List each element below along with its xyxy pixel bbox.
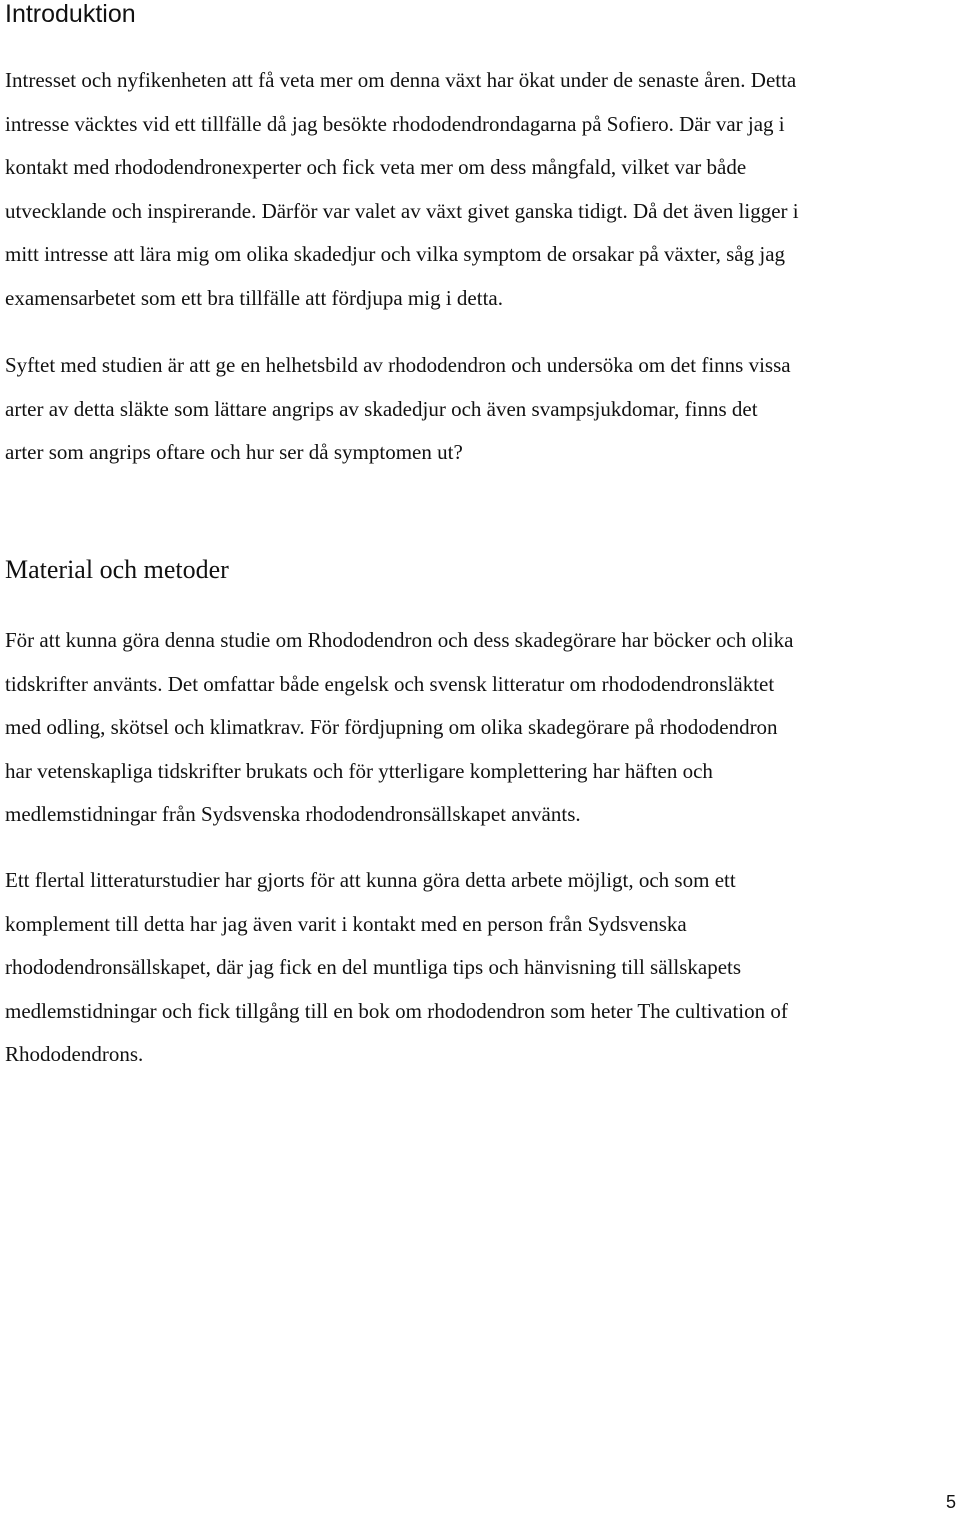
- methods-paragraph-2: [5, 859, 950, 1077]
- text-line: komplement till detta har jag även varit i kontakt med en person från Sydsvenska: [5, 911, 687, 936]
- intro-paragraph-2: [5, 344, 950, 475]
- text-line: Rhododendrons.: [5, 1042, 144, 1067]
- text-line: intresse väcktes vid ett tillfälle då jag besökte rhododendrondagarna på Sofiero. Där var jag i: [5, 111, 785, 136]
- text-line: mitt intresse att lära mig om olika skadedjur och vilka symptom de orsakar på växter, såg jag: [5, 242, 786, 267]
- text-line: examensarbetet som ett bra tillfälle att fördjupa mig i detta.: [5, 285, 503, 310]
- text-line: Syftet med studien är att ge en helhetsbild av rhododendron och undersöka om det finns vissa: [5, 353, 791, 377]
- text-line: rhododendronsällskapet, där jag fick en del muntliga tips och hänvisning till sällskapets: [5, 955, 742, 980]
- methods-paragraph-1: [5, 619, 950, 837]
- text-line: Intresset och nyfikenheten att få veta mer om denna växt har ökat under de senaste åren. Detta: [5, 68, 797, 92]
- text-line: medlemstidningar från Sydsvenska rhododendronsällskapet använts.: [5, 802, 581, 827]
- intro-paragraph-1: [5, 59, 950, 321]
- methods-heading: Material och metoder: [5, 555, 229, 584]
- text-line: kontakt med rhododendronexperter och fick veta mer om dess mångfald, vilket var både: [5, 155, 747, 180]
- text-line: Ett flertal litteraturstudier har gjorts för att kunna göra detta arbete möjligt, och som ett: [5, 868, 736, 892]
- text-line: arter av detta släkte som lättare angrips av skadedjur och även svampsjukdomar, finns det: [5, 396, 758, 421]
- text-line: arter som angrips oftare och hur ser då symptomen ut?: [5, 440, 463, 465]
- text-line: tidskrifter använts. Det omfattar både engelsk och svensk litteratur om rhododendronsläktet: [5, 671, 775, 696]
- page-number: 5: [945, 1492, 956, 1512]
- text-line: medlemstidningar och fick tillgång till en bok om rhododendron som heter The cultivation of: [5, 998, 788, 1023]
- text-line: med odling, skötsel och klimatkrav. För fördjupning om olika skadegörare på rhododendron: [5, 715, 778, 740]
- text-line: utvecklande och inspirerande. Därför var valet av växt givet ganska tidigt. Då det även ligger i: [5, 198, 799, 223]
- intro-heading: Introduktion: [5, 0, 136, 28]
- text-line: För att kunna göra denna studie om Rhododendron och dess skadegörare har böcker och olika: [5, 628, 794, 652]
- text-line: har vetenskapliga tidskrifter brukats och för ytterligare komplettering har häften och: [5, 758, 713, 783]
